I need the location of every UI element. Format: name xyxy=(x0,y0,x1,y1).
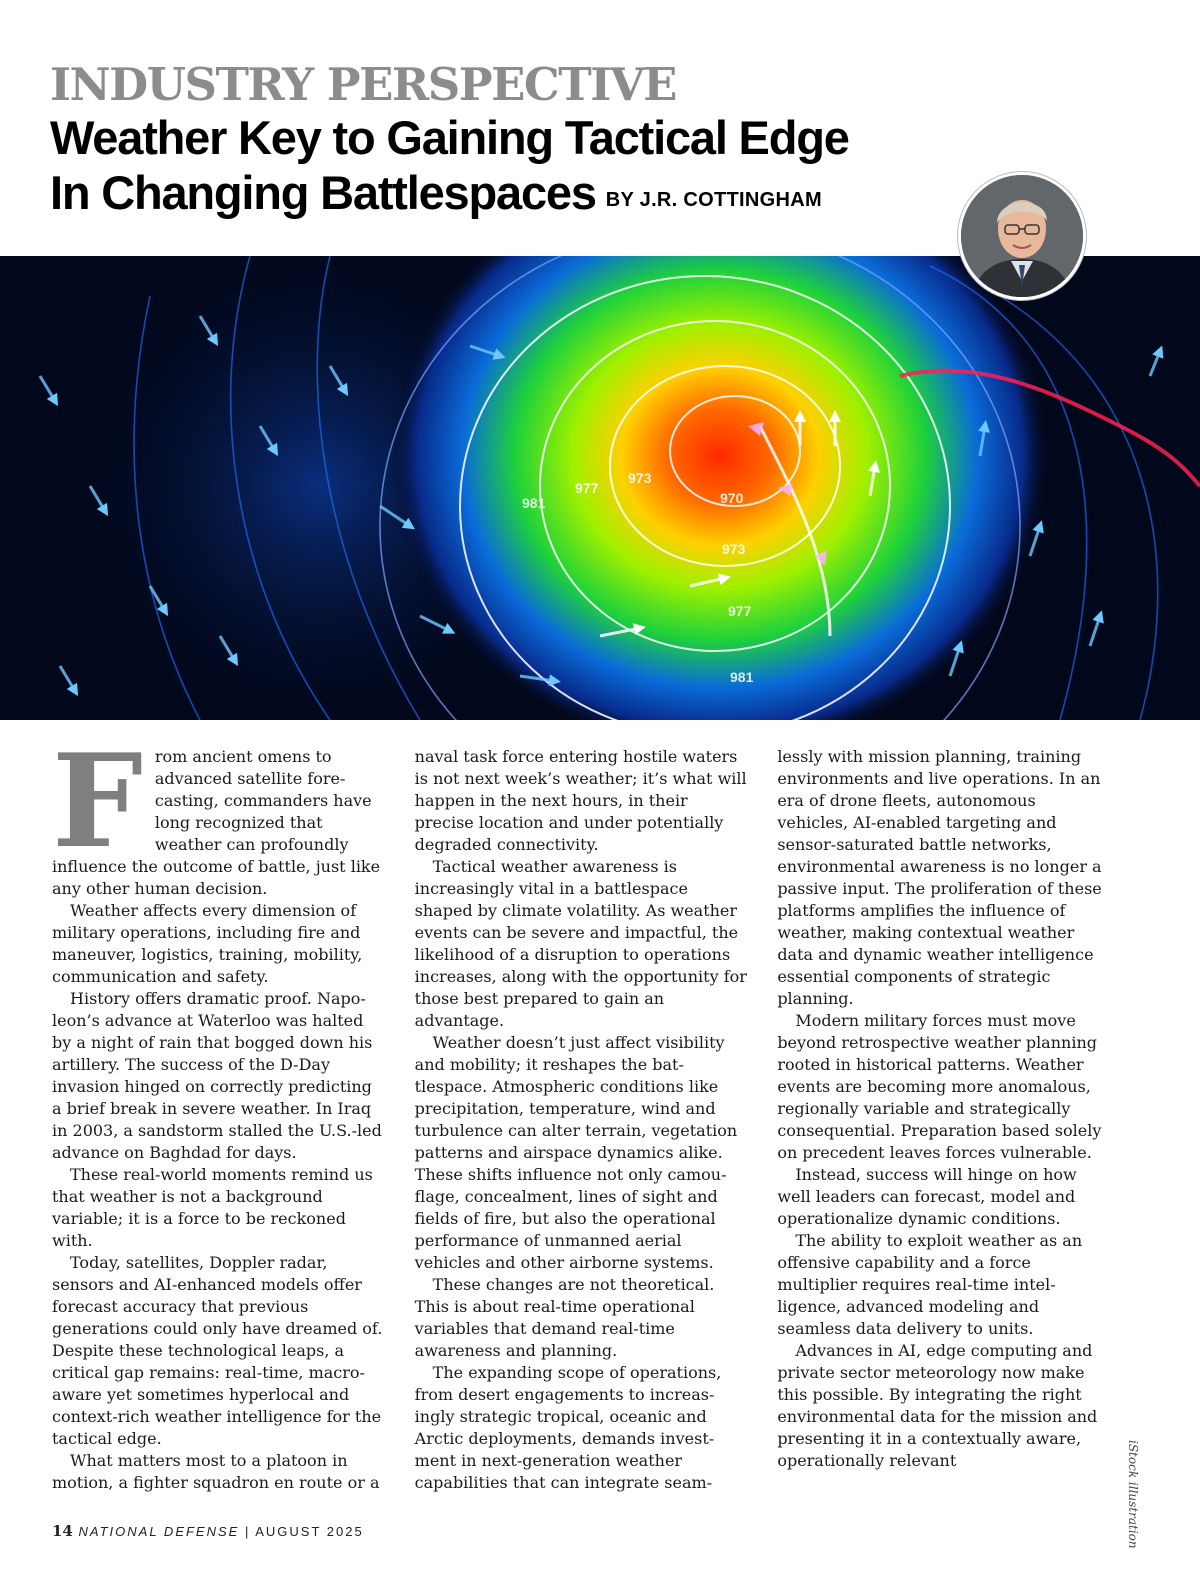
article-paragraph: Modern military forces must move beyond retrospective weather planning rooted in historical patterns. Weather events are becoming more anomalous, regionally variable and strategically consequential. Preparation based solely on precedent leaves forces vulnerable. xyxy=(777,1011,1102,1162)
article-paragraph: Weather doesn’t just affect visibility and mobility; it reshapes the battlespace. Atmospheric conditions like precipitation, temperature, wind and turbulence can alter terrain, vegetation patterns and airspace dynamics alike. These shifts influence not only camouflage, concealment, lines of sight and fields of fire, but also the operational performance of unmanned aerial vehicles and other airborne systems. xyxy=(414,1033,738,1272)
weather-map-illustration xyxy=(0,256,1200,720)
article-paragraph: These real-world moments remind us that weather is not a background variable; it is a force to be reckoned with. xyxy=(52,1165,373,1250)
author-portrait xyxy=(958,172,1086,300)
issue-date: AUGUST 2025 xyxy=(255,1524,364,1539)
page-footer xyxy=(52,1522,364,1540)
article-paragraph: Today, satellites, Doppler radar, sensors and AI-enhanced models offer forecast accuracy that previous generations could only have dreamed of. Despite these technological leaps, a critical gap remains: real-time, macro-aware yet sometimes hyperlocal and context-rich weather intelligence for the tactical edge. xyxy=(52,1253,383,1448)
headline-line-2 xyxy=(50,165,970,228)
publication-name: NATIONAL DEFENSE xyxy=(78,1524,240,1539)
isobar-label-970: 970 xyxy=(720,490,744,506)
isobar-label-977b: 977 xyxy=(728,603,752,619)
article-paragraph: History offers dramatic proof. Napoleon’s advance at Waterloo was halted by a night of rain that bogged down his artillery. The success of the D-Day invasion hinged on correctly predicting a brief break in severe weather. In Iraq in 2003, a sandstorm stalled the U.S.-led advance on Baghdad for days. xyxy=(52,989,382,1162)
isobar-label-981a: 981 xyxy=(730,669,754,685)
isobar-label-981b: 981 xyxy=(522,495,546,511)
author-portrait-icon xyxy=(961,175,1083,297)
article-paragraph: Advances in AI, edge computing and private sector meteorology now make this possible. By integrating the right environmental data for the mission and presenting it in a contextually aware, operationally relevant xyxy=(777,1341,1098,1470)
hero-image xyxy=(0,256,1200,720)
article-paragraph: Tactical weather awareness is increasingly vital in a battlespace shaped by climate volatility. As weather events can be severe and impactful, the likelihood of a disruption to operations increases, along with the opportunity for those best prepared to gain an advantage. xyxy=(414,857,747,1030)
headline-line-1: Weather Key to Gaining Tactical Edge xyxy=(50,111,849,164)
lead-text: rom ancient omens to advanced satellite forecasting, commanders have long recognized that weather can profoundly influence the outcome of battle, just like any other human decision. xyxy=(52,747,381,898)
article-headline xyxy=(50,110,970,228)
article-body xyxy=(52,727,1110,1498)
headline-line-2-text: In Changing Battlespaces xyxy=(50,166,596,219)
isobar-label-973b: 973 xyxy=(628,470,652,486)
isobar-label-977a: 977 xyxy=(575,480,599,496)
article-paragraph: The expanding scope of operations, from desert engagements to increasingly strategic tropical, oceanic and Arctic deployments, demands investment in next-generation weather capabilities that can integrate seamlessly with mission planning, training environments and live operations. In an era of drone fleets, autonomous vehicles, AI-enabled targeting and sensor-saturated battle networks, environmental awareness is no longer a passive input. The proliferation of these platforms amplifies the influence of weather, making contextual weather data and dynamic weather intelligence essential components of strategic planning. xyxy=(414,747,1102,1492)
section-kicker: INDUSTRY PERSPECTIVE xyxy=(50,58,676,111)
article-paragraph: These changes are not theoretical. This is about real-time operational variables that demand real-time awareness and planning. xyxy=(414,1275,715,1360)
author-byline: BY J.R. COTTINGHAM xyxy=(605,189,822,211)
page-number: 14 xyxy=(52,1522,73,1540)
article-paragraph: What matters most to a platoon in motion, a fighter squadron en route or a naval task force entering hostile waters is not next week’s weather; it’s what will happen in the next hours, in their precise location and under potentially degraded connectivity. xyxy=(52,747,747,1492)
article-paragraph xyxy=(52,727,385,900)
image-credit: iStock illustration xyxy=(1126,1440,1140,1549)
footer-separator: | xyxy=(244,1524,251,1539)
article-paragraph: Weather affects every dimension of military operations, including fire and maneuver, logistics, training, mobility, communication and safety. xyxy=(52,901,363,986)
isobar-label-973a: 973 xyxy=(722,541,746,557)
article-paragraph: Instead, success will hinge on how well leaders can forecast, model and operationalize dynamic conditions. xyxy=(777,1165,1077,1228)
dropcap: F xyxy=(52,727,143,877)
article-paragraph: The ability to exploit weather as an offensive capability and a force multiplier requires real-time intelligence, advanced modeling and seamless data delivery to units. xyxy=(777,1231,1083,1338)
